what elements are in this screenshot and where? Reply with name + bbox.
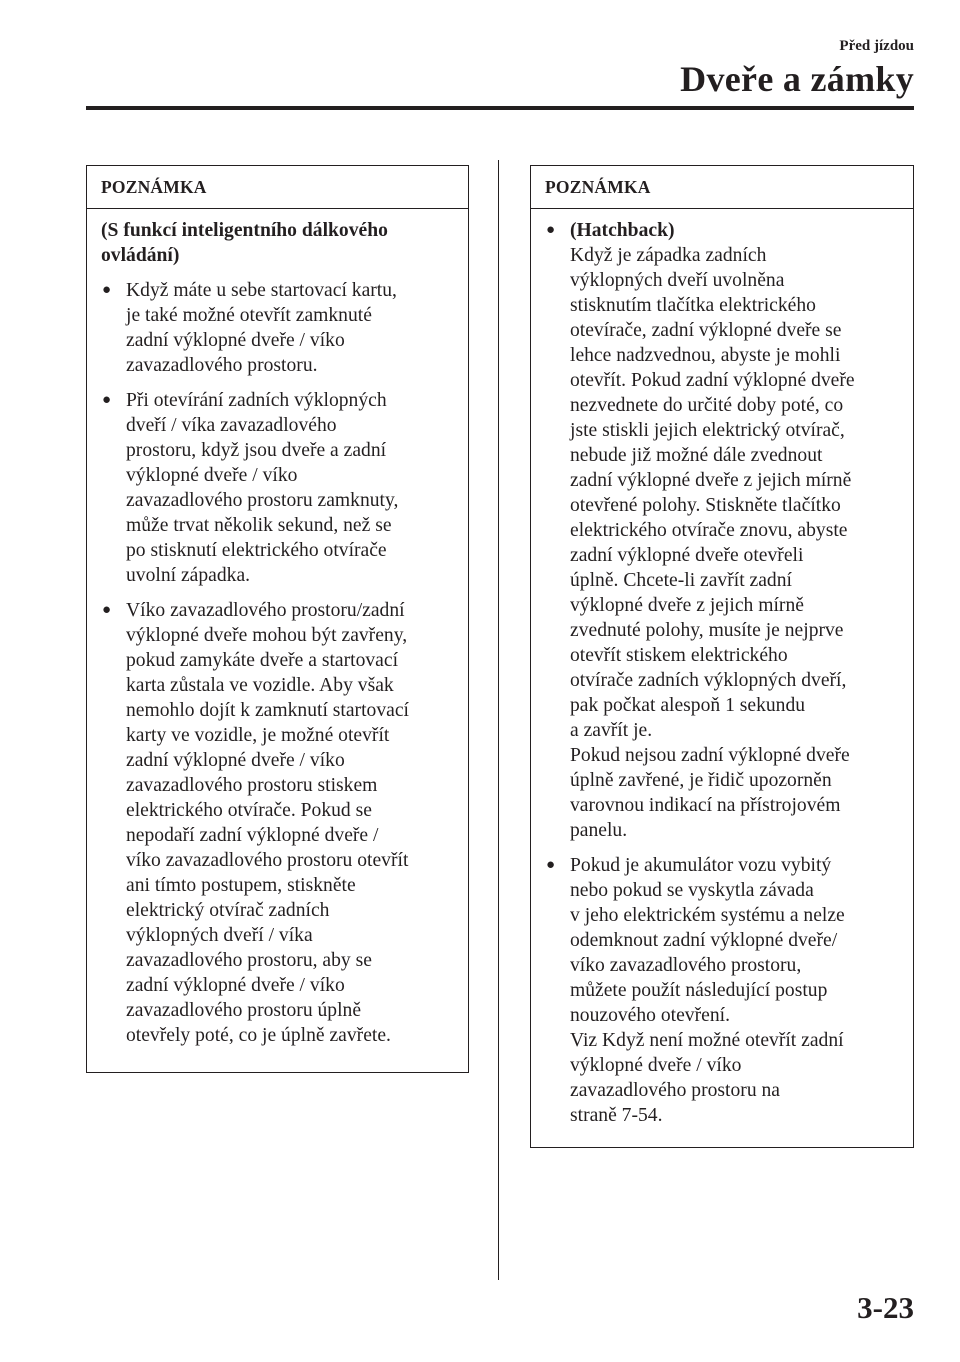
- text-line: zadní výklopné dveře z jejich mírně: [570, 470, 852, 491]
- note-label: POZNÁMKA: [531, 166, 913, 209]
- note-body: [531, 209, 913, 1128]
- text-line: nepodaří zadní výklopné dveře /: [126, 825, 379, 846]
- text-line: Pokud nejsou zadní výklopné dveře: [570, 745, 850, 766]
- text-line: nebo pokud se vyskytla závada: [570, 880, 814, 901]
- text-line: odemknout zadní výklopné dveře/: [570, 930, 838, 951]
- bullet-item: [101, 598, 458, 1048]
- bullet-text: [570, 218, 903, 843]
- bullet-text: [126, 278, 458, 378]
- text-line: zvednuté polohy, musíte je nejprve: [570, 620, 844, 641]
- bullet-item: [101, 388, 458, 588]
- text-line: výklopných dveří uvolněna: [570, 270, 785, 291]
- text-line: prostoru, když jsou dveře a zadní: [126, 440, 387, 461]
- text-line: úplně. Chcete-li zavřít zadní: [570, 570, 792, 591]
- text-line: zadní výklopné dveře / víko: [126, 330, 345, 351]
- bullet-item: [545, 218, 903, 843]
- text-line: lehce nadzvednou, abyste je mohli: [570, 345, 841, 366]
- note-body: [87, 209, 468, 1048]
- text-line: (S funkcí inteligentního dálkového: [101, 220, 388, 241]
- text-line: pokud zamykáte dveře a startovací: [126, 650, 399, 671]
- bullet-text: [570, 853, 903, 1128]
- text-line: jste stiskli jejich elektrický otvírač,: [570, 420, 845, 441]
- text-line: elektrického otvírače znovu, abyste: [570, 520, 848, 541]
- right-note-box: [530, 165, 914, 1148]
- text-line: zadní výklopné dveře otevřeli: [570, 545, 804, 566]
- text-line: elektrický otvírač zadních: [126, 900, 330, 921]
- text-line: nezvednete do určité doby poté, co: [570, 395, 844, 416]
- text-line: víko zavazadlového prostoru otevřít: [126, 850, 409, 871]
- text-line: v jeho elektrickém systému a nelze: [570, 905, 845, 926]
- text-line: otevřít stiskem elektrického: [570, 645, 788, 666]
- text-line: karta zůstala ve vozidle. Aby však: [126, 675, 394, 696]
- text-line: výklopné dveře / víko: [126, 465, 298, 486]
- text-line: ovládání): [101, 245, 180, 266]
- text-line: zavazadlového prostoru na: [570, 1080, 781, 1101]
- text-line: výklopných dveří / víka: [126, 925, 313, 946]
- text-line: po stisknutí elektrického otvírače: [126, 540, 387, 561]
- text-line: otevírače, zadní výklopné dveře se: [570, 320, 842, 341]
- text-line: zavazadlového prostoru stiskem: [126, 775, 378, 796]
- section-label: Před jízdou: [839, 38, 914, 54]
- note-label: POZNÁMKA: [87, 166, 468, 209]
- page-title: Dveře a zámky: [680, 59, 914, 99]
- text-line: můžete použít následující postup: [570, 980, 828, 1001]
- text-line: zadní výklopné dveře / víko: [126, 975, 345, 996]
- text-line: otvírače zadních výklopných dveří,: [570, 670, 847, 691]
- bullet-icon: ●: [102, 282, 112, 298]
- text-line: Když máte u sebe startovací kartu,: [126, 280, 397, 301]
- text-line: varovnou indikací na přístrojovém: [570, 795, 841, 816]
- text-line: uvolní západka.: [126, 565, 251, 586]
- bullet-icon: ●: [546, 222, 556, 238]
- text-line: Při otevírání zadních výklopných: [126, 390, 387, 411]
- bullet-text: [126, 388, 458, 588]
- text-line: výklopné dveře / víko: [570, 1055, 742, 1076]
- text-line: Když je západka zadních: [570, 245, 767, 266]
- bullet-item: [545, 853, 903, 1128]
- bullet-text: [126, 598, 458, 1048]
- bullet-title: (Hatchback): [570, 220, 675, 241]
- text-line: ani tímto postupem, stiskněte: [126, 875, 356, 896]
- text-line: elektrického otvírače. Pokud se: [126, 800, 372, 821]
- text-line: straně 7-54.: [570, 1105, 663, 1126]
- text-line: nebude již možné dále zvednout: [570, 445, 823, 466]
- header-rule: [86, 106, 914, 110]
- text-line: otevřené polohy. Stiskněte tlačítko: [570, 495, 841, 516]
- text-line: nemohlo dojít k zamknutí startovací: [126, 700, 409, 721]
- bullet-item: [101, 278, 458, 378]
- page-number: 3-23: [857, 1290, 914, 1325]
- text-line: zavazadlového prostoru úplně: [126, 1000, 362, 1021]
- text-line: panelu.: [570, 820, 628, 841]
- text-line: zavazadlového prostoru zamknuty,: [126, 490, 399, 511]
- text-line: může trvat několik sekund, než se: [126, 515, 392, 536]
- text-line: nouzového otevření.: [570, 1005, 730, 1026]
- text-line: je také možné otevřít zamknuté: [126, 305, 372, 326]
- text-line: Víko zavazadlového prostoru/zadní: [126, 600, 405, 621]
- text-line: Pokud je akumulátor vozu vybitý: [570, 855, 832, 876]
- text-line: úplně zavřené, je řidič upozorněn: [570, 770, 832, 791]
- text-line: otevřít. Pokud zadní výklopné dveře: [570, 370, 855, 391]
- text-line: Viz Když není možné otevřít zadní: [570, 1030, 844, 1051]
- bullet-icon: ●: [546, 857, 556, 873]
- bullet-icon: ●: [102, 392, 112, 408]
- text-line: dveří / víka zavazadlového: [126, 415, 337, 436]
- text-line: víko zavazadlového prostoru,: [570, 955, 802, 976]
- text-line: výklopné dveře z jejich mírně: [570, 595, 804, 616]
- text-line: zavazadlového prostoru.: [126, 355, 318, 376]
- text-line: zavazadlového prostoru, aby se: [126, 950, 372, 971]
- text-line: otevřely poté, co je úplně zavřete.: [126, 1025, 391, 1046]
- text-line: karty ve vozidle, je možné otevřít: [126, 725, 390, 746]
- text-line: stisknutím tlačítka elektrického: [570, 295, 816, 316]
- text-line: výklopné dveře mohou být zavřeny,: [126, 625, 408, 646]
- text-line: pak počkat alespoň 1 sekundu: [570, 695, 806, 716]
- column-divider: [498, 160, 499, 1280]
- note-subheading: [101, 218, 458, 268]
- bullet-icon: ●: [102, 602, 112, 618]
- text-line: zadní výklopné dveře / víko: [126, 750, 345, 771]
- text-line: a zavřít je.: [570, 720, 653, 741]
- left-note-box: [86, 165, 469, 1073]
